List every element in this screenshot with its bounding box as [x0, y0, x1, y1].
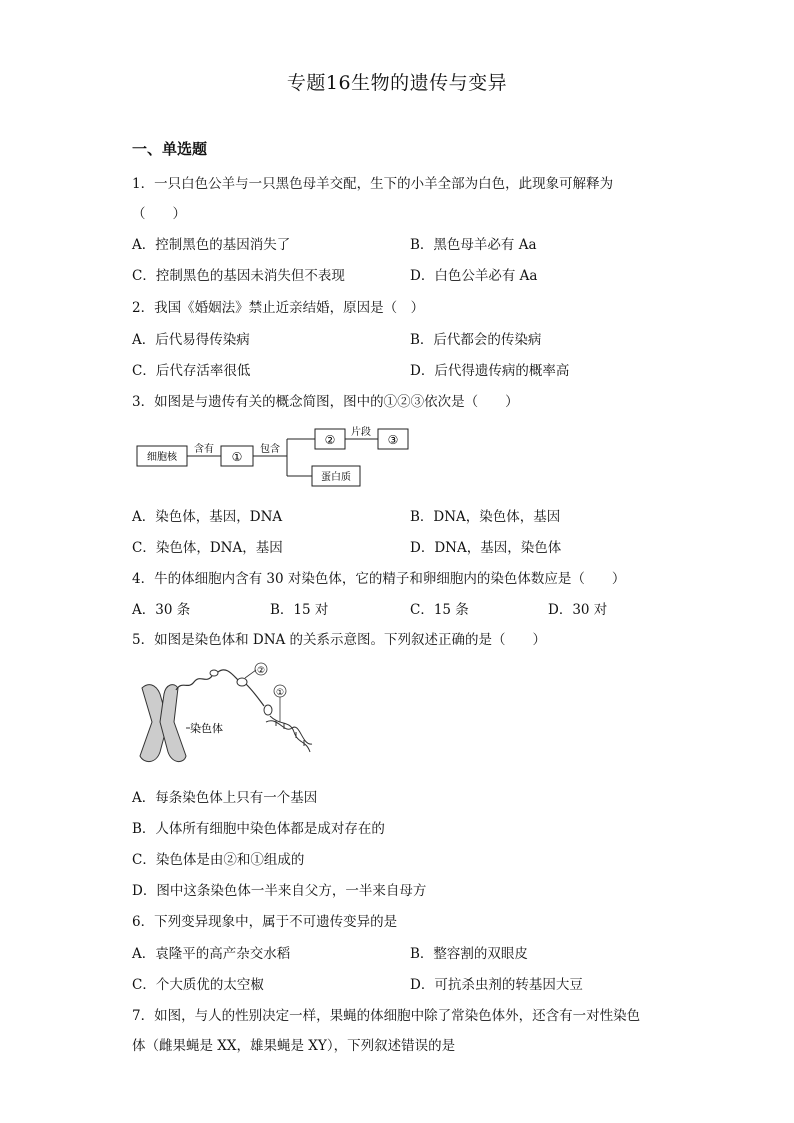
- question-4-option-c[interactable]: C．15 条: [410, 602, 469, 618]
- diagram-label-contains: 含有: [194, 444, 214, 455]
- question-1-option-c[interactable]: C．控制黑色的基因未消失但不表现: [132, 268, 345, 284]
- question-5-option-a[interactable]: A．每条染色体上只有一个基因: [132, 790, 318, 806]
- question-3-option-b[interactable]: B．DNA，染色体，基因: [410, 509, 561, 525]
- question-5-option-b[interactable]: B．人体所有细胞中染色体都是成对存在的: [132, 821, 385, 837]
- question-4-stem: 4．牛的体细胞内含有 30 对染色体，它的精子和卵细胞内的染色体数应是（ ）: [132, 571, 626, 587]
- concept-diagram: [135, 423, 415, 493]
- question-4-option-a[interactable]: A．30 条: [132, 602, 191, 618]
- page-title: 专题16生物的遗传与变异: [286, 72, 508, 94]
- question-2-stem: 2．我国《婚姻法》禁止近亲结婚，原因是（ ）: [132, 300, 425, 316]
- question-6-option-d[interactable]: D．可抗杀虫剂的转基因大豆: [410, 977, 583, 993]
- question-6-option-c[interactable]: C．个大质优的太空椒: [132, 977, 264, 993]
- question-3-option-a[interactable]: A．染色体，基因，DNA: [132, 509, 283, 525]
- question-2-option-c[interactable]: C．后代存活率很低: [132, 363, 251, 379]
- question-6-option-b[interactable]: B．整容割的双眼皮: [410, 946, 528, 962]
- question-3-option-c[interactable]: C．染色体，DNA，基因: [132, 540, 283, 556]
- diagram-box-1: ①: [231, 450, 243, 464]
- question-5-option-d[interactable]: D．图中这条染色体一半来自父方，一半来自母方: [132, 883, 427, 899]
- question-1-option-b[interactable]: B．黑色母羊必有 Aa: [410, 237, 537, 253]
- question-5-option-c[interactable]: C．染色体是由②和①组成的: [132, 852, 305, 868]
- question-1-blank: （ ）: [132, 206, 186, 222]
- question-4-option-b[interactable]: B．15 对: [270, 602, 329, 618]
- question-7-stem-line-2: 体（雌果蝇是 XX，雄果蝇是 XY），下列叙述错误的是: [132, 1038, 456, 1054]
- question-2-option-d[interactable]: D．后代得遗传病的概率高: [410, 363, 570, 379]
- question-1-stem: 1．一只白色公羊与一只黑色母羊交配，生下的小羊全部为白色，此现象可解释为: [132, 176, 614, 192]
- question-6-stem: 6．下列变异现象中，属于不可遗传变异的是: [132, 914, 398, 930]
- question-3-stem: 3．如图是与遗传有关的概念简图，图中的①②③依次是（ ）: [132, 394, 519, 410]
- question-3-option-d[interactable]: D．DNA，基因，染色体: [410, 540, 562, 556]
- figure-label-chromosome: 染色体: [190, 722, 223, 735]
- diagram-box-2: ②: [324, 433, 336, 447]
- diagram-box-3: ③: [387, 433, 399, 447]
- diagram-label-segment: 片段: [351, 427, 371, 438]
- figure-marker-2: ②: [256, 666, 266, 676]
- section-heading: 一、单选题: [132, 140, 208, 158]
- diagram-box-nucleus: 细胞核: [147, 452, 177, 463]
- diagram-label-includes: 包含: [260, 444, 280, 455]
- question-1-option-a[interactable]: A．控制黑色的基因消失了: [132, 237, 291, 253]
- question-5-stem: 5．如图是染色体和 DNA 的关系示意图。下列叙述正确的是（ ）: [132, 632, 547, 648]
- question-1-option-d[interactable]: D．白色公羊必有 Aa: [410, 268, 538, 284]
- question-4-option-d[interactable]: D．30 对: [548, 602, 608, 618]
- chromosome-dna-figure: [130, 660, 320, 770]
- question-2-option-b[interactable]: B．后代都会的传染病: [410, 332, 542, 348]
- diagram-box-protein: 蛋白质: [321, 472, 351, 483]
- figure-marker-1: ①: [275, 688, 285, 698]
- question-2-option-a[interactable]: A．后代易得传染病: [132, 332, 250, 348]
- question-6-option-a[interactable]: A．袁隆平的高产杂交水稻: [132, 946, 291, 962]
- question-7-stem-line-1: 7．如图，与人的性别决定一样，果蝇的体细胞中除了常染色体外，还含有一对性染色: [132, 1008, 641, 1024]
